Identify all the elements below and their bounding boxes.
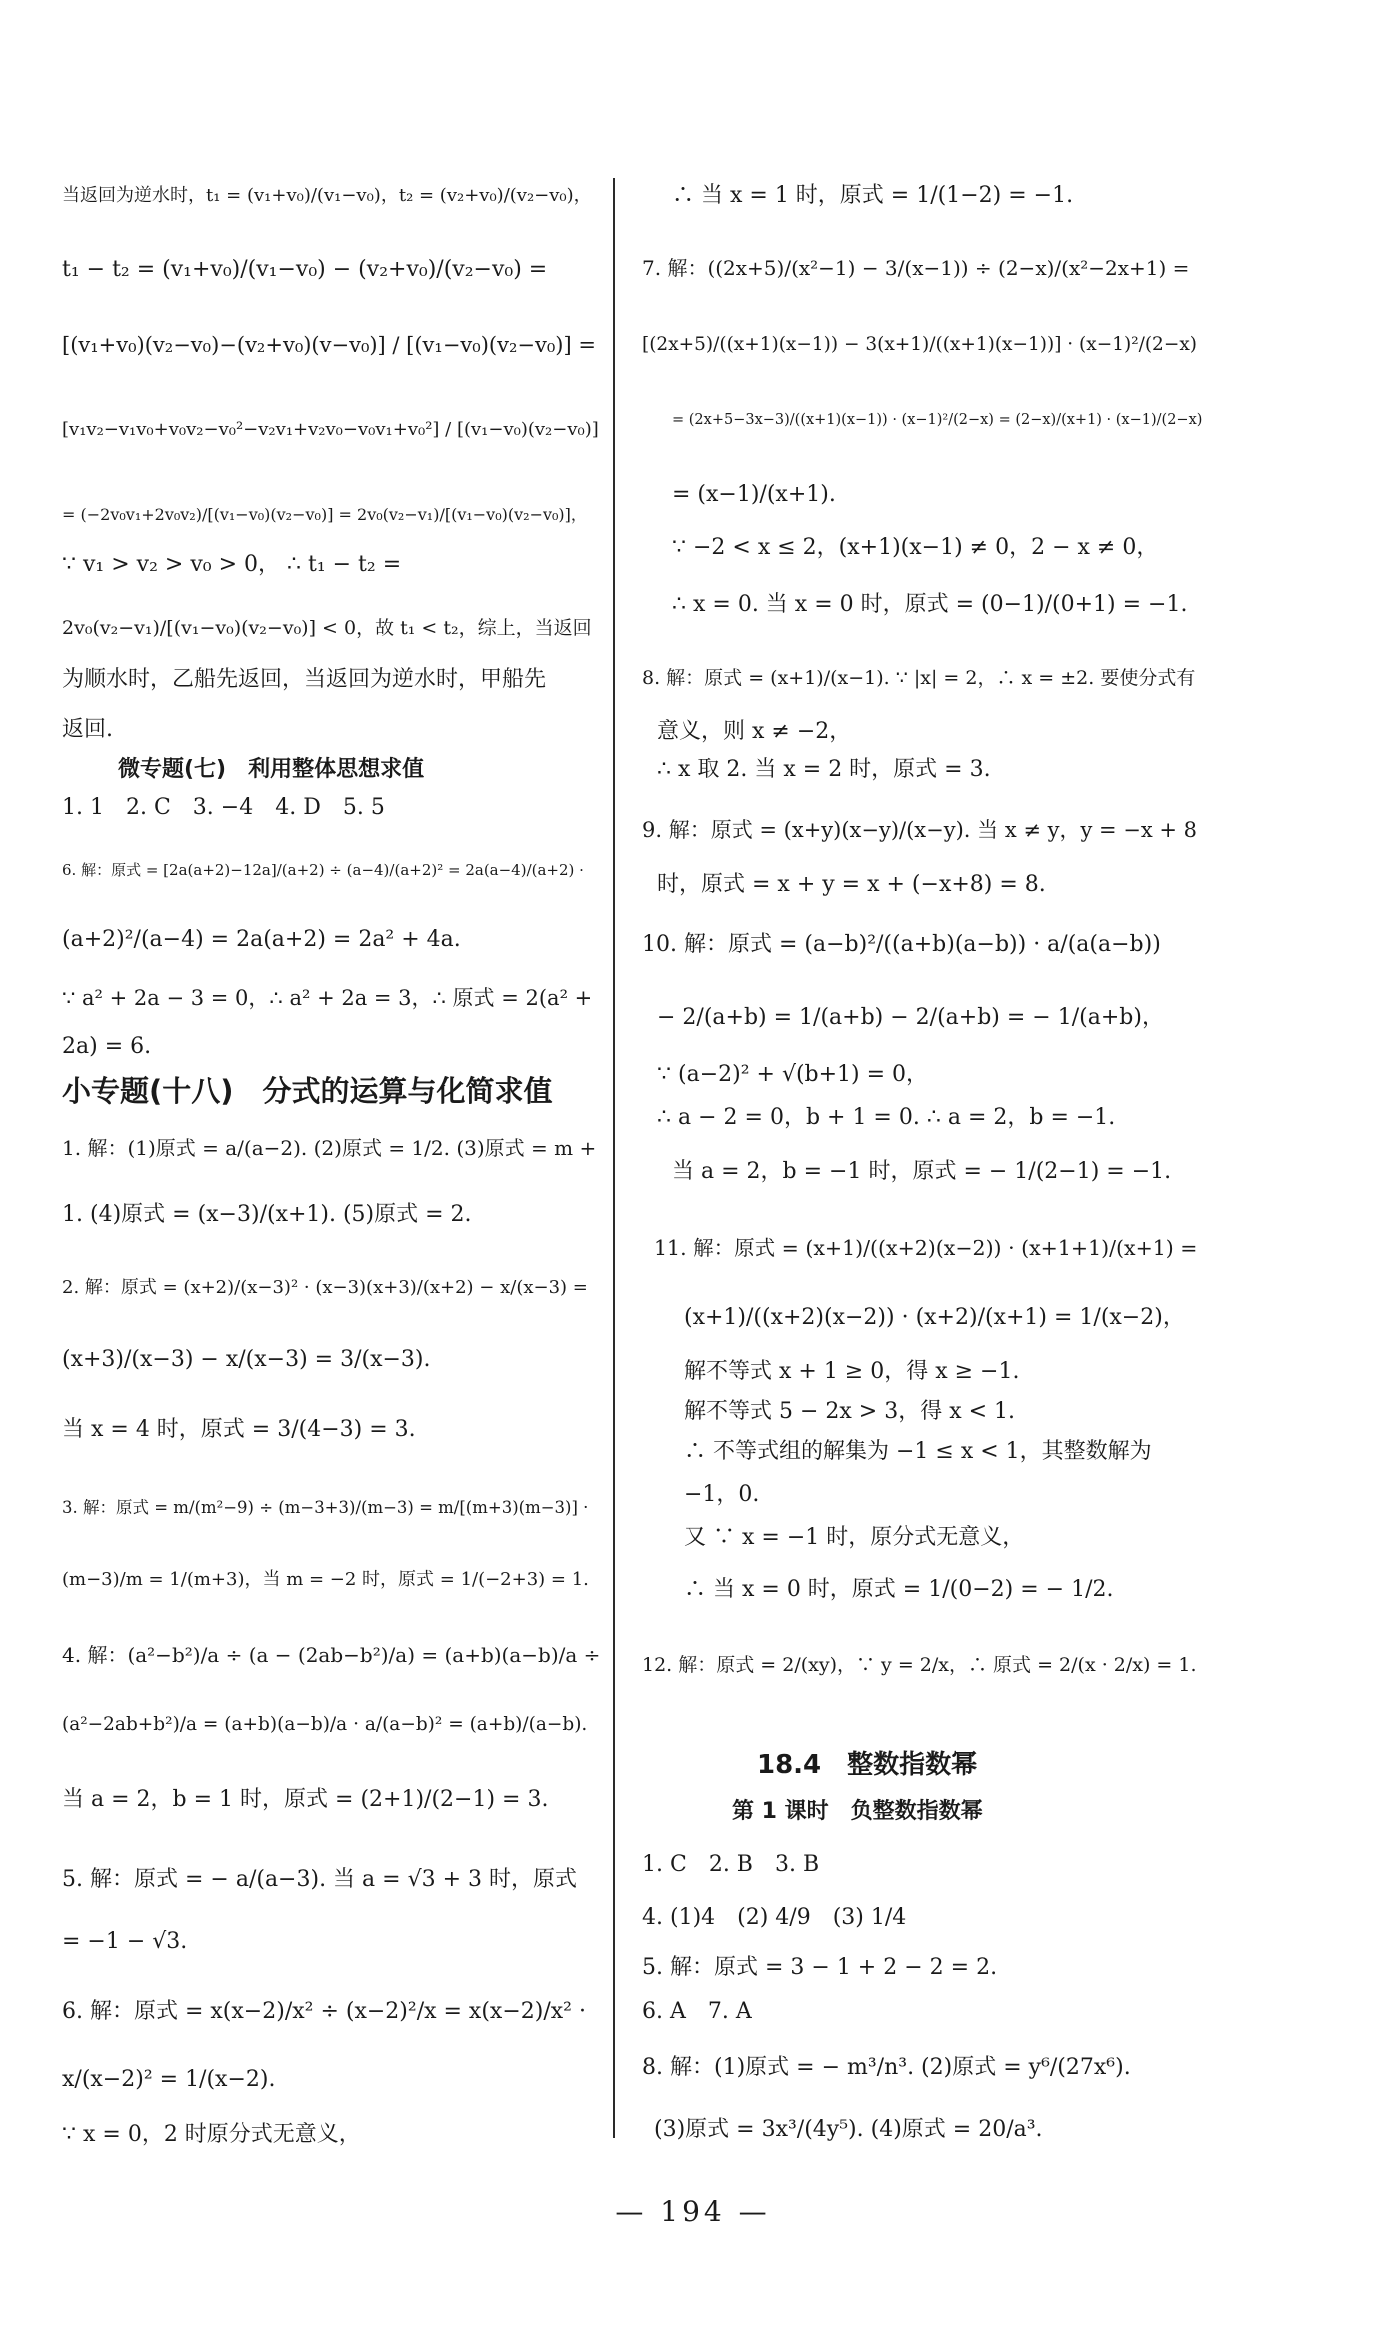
left-line: ∵ a² + 2a − 3 = 0，∴ a² + 2a = 3，∴ 原式 = 2(a² + xyxy=(62,986,593,1010)
left-line: (a²−2ab+b²)/a = (a+b)(a−b)/a · a/(a−b)² = (a+b)/(a−b). xyxy=(62,1714,588,1735)
right-line: 解不等式 5 − 2x > 3，得 x < 1. xyxy=(684,1399,1016,1424)
left-line: 6. 解：原式 = [2a(a+2)−12a]/(a+2) ÷ (a−4)/(a+2)² = 2a(a−4)/(a+2) · xyxy=(62,861,584,879)
right-section-18-4-heading: 18.4 整数指数幂 xyxy=(757,1750,978,1780)
right-line: 8. 解：原式 = (x+1)/(x−1). ∵ |x| = 2，∴ x = ±2. 要使分式有 xyxy=(642,667,1196,689)
left-line: = −1 − √3. xyxy=(62,1929,188,1954)
left-line: ∵ v₁ > v₂ > v₀ > 0， ∴ t₁ − t₂ = xyxy=(62,552,402,577)
left-line: ∵ x = 0，2 时原分式无意义， xyxy=(62,2122,361,2147)
right-line: 6. A 7. A xyxy=(642,1999,752,2024)
right-line: = (2x+5−3x−3)/((x+1)(x−1)) · (x−1)²/(2−x) = (2−x)/(x+1) · (x−1)/(2−x) xyxy=(672,412,1203,428)
left-line: = (−2v₀v₁+2v₀v₂)/[(v₁−v₀)(v₂−v₀)] = 2v₀(v₂−v₁)/[(v₁−v₀)(v₂−v₀)]， xyxy=(62,505,587,524)
right-line: (3)原式 = 3x³/(4y⁵). (4)原式 = 20/a³. xyxy=(654,2117,1043,2142)
left-line: 1. (4)原式 = (x−3)/(x+1). (5)原式 = 2. xyxy=(62,1202,472,1227)
right-line: 当 a = 2，b = −1 时，原式 = − 1/(2−1) = −1. xyxy=(672,1159,1172,1184)
left-line: [v₁v₂−v₁v₀+v₀v₂−v₀²−v₂v₁+v₂v₀−v₀v₁+v₀²] / [(v₁−v₀)(v₂−v₀)] xyxy=(62,419,599,440)
right-line: 10. 解：原式 = (a−b)²/((a+b)(a−b)) · a/(a(a−b)) xyxy=(642,932,1161,957)
right-lesson-1-heading: 第 1 课时 负整数指数幂 xyxy=(732,1799,983,1824)
right-line: 4. (1)4 (2) 4/9 (3) 1/4 xyxy=(642,1905,907,1930)
column-divider xyxy=(613,178,615,2138)
right-line: [(2x+5)/((x+1)(x−1)) − 3(x+1)/((x+1)(x−1))] · (x−1)²/(2−x) xyxy=(642,334,1197,355)
right-line: ∴ 当 x = 1 时，原式 = 1/(1−2) = −1. xyxy=(672,183,1074,208)
right-line: 时，原式 = x + y = x + (−x+8) = 8. xyxy=(657,872,1046,897)
right-line: 解不等式 x + 1 ≥ 0，得 x ≥ −1. xyxy=(684,1359,1020,1384)
left-line: 当返回为逆水时，t₁ = (v₁+v₀)/(v₁−v₀)，t₂ = (v₂+v₀)/(v₂−v₀)， xyxy=(62,185,592,206)
right-line: 8. 解：(1)原式 = − m³/n³. (2)原式 = y⁶/(27x⁶). xyxy=(642,2055,1131,2080)
right-line: 5. 解：原式 = 3 − 1 + 2 − 2 = 2. xyxy=(642,1955,998,1980)
right-line: 7. 解：((2x+5)/(x²−1) − 3/(x−1)) ÷ (2−x)/(x²−2x+1) = xyxy=(642,256,1190,280)
left-line: (x+3)/(x−3) − x/(x−3) = 3/(x−3). xyxy=(62,1347,431,1372)
left-line: 6. 解：原式 = x(x−2)/x² ÷ (x−2)²/x = x(x−2)/x² · xyxy=(62,1999,586,2024)
right-line: − 2/(a+b) = 1/(a+b) − 2/(a+b) = − 1/(a+b)， xyxy=(657,1005,1164,1030)
right-line: 1. C 2. B 3. B xyxy=(642,1852,820,1877)
right-line: ∵ −2 < x ≤ 2，(x+1)(x−1) ≠ 0，2 − x ≠ 0， xyxy=(672,535,1159,560)
right-line: 9. 解：原式 = (x+y)(x−y)/(x−y). 当 x ≠ y，y = −x + 8 xyxy=(642,818,1198,842)
page-number: — 194 — xyxy=(615,2195,771,2228)
left-line: 2v₀(v₂−v₁)/[(v₁−v₀)(v₂−v₀)] < 0，故 t₁ < t₂，综上，当返回 xyxy=(62,617,592,639)
left-line: 当 x = 4 时，原式 = 3/(4−3) = 3. xyxy=(62,1417,416,1442)
right-line: = (x−1)/(x+1). xyxy=(672,482,836,507)
right-line: ∵ (a−2)² + √(b+1) = 0， xyxy=(657,1062,929,1087)
right-line: 11. 解：原式 = (x+1)/((x+2)(x−2)) · (x+1+1)/(x+1) = xyxy=(654,1236,1198,1260)
right-line: 12. 解：原式 = 2/(xy)，∵ y = 2/x，∴ 原式 = 2/(x · 2/x) = 1. xyxy=(642,1654,1197,1676)
left-line: 2. 解：原式 = (x+2)/(x−3)² · (x−3)(x+3)/(x+2) − x/(x−3) = xyxy=(62,1277,588,1298)
left-line: [(v₁+v₀)(v₂−v₀)−(v₂+v₀)(v−v₀)] / [(v₁−v₀)(v₂−v₀)] = xyxy=(62,333,596,357)
left-micro-topic-7-heading: 微专题(七) 利用整体思想求值 xyxy=(118,757,425,782)
right-line: ∴ a − 2 = 0，b + 1 = 0. ∴ a = 2，b = −1. xyxy=(657,1105,1116,1130)
right-line: (x+1)/((x+2)(x−2)) · (x+2)/(x+1) = 1/(x−2)， xyxy=(684,1305,1185,1330)
left-line: 为顺水时，乙船先返回，当返回为逆水时，甲船先 xyxy=(62,667,547,692)
left-line: 2a) = 6. xyxy=(62,1034,152,1059)
right-line: 又 ∵ x = −1 时，原分式无意义， xyxy=(684,1525,1025,1550)
left-line: (m−3)/m = 1/(m+3)，当 m = −2 时，原式 = 1/(−2+3) = 1. xyxy=(62,1569,589,1590)
left-line: 3. 解：原式 = m/(m²−9) ÷ (m−3+3)/(m−3) = m/[(m+3)(m−3)] · xyxy=(62,1498,589,1517)
right-line: ∴ x = 0. 当 x = 0 时，原式 = (0−1)/(0+1) = −1. xyxy=(672,592,1188,617)
left-small-topic-18-heading: 小专题(十八) 分式的运算与化简求值 xyxy=(62,1074,553,1108)
left-line: (a+2)²/(a−4) = 2a(a+2) = 2a² + 4a. xyxy=(62,927,461,952)
right-line: 意义，则 x ≠ −2， xyxy=(657,719,852,744)
left-line: 4. 解：(a²−b²)/a ÷ (a − (2ab−b²)/a) = (a+b)(a−b)/a ÷ xyxy=(62,1643,601,1667)
left-line: t₁ − t₂ = (v₁+v₀)/(v₁−v₀) − (v₂+v₀)/(v₂−v₀) = xyxy=(62,257,548,282)
left-line: x/(x−2)² = 1/(x−2). xyxy=(62,2067,276,2092)
right-line: −1，0. xyxy=(684,1482,760,1507)
left-line: 5. 解：原式 = − a/(a−3). 当 a = √3 + 3 时，原式 xyxy=(62,1867,578,1892)
left-line: 1. 解：(1)原式 = a/(a−2). (2)原式 = 1/2. (3)原式 = m + xyxy=(62,1136,597,1160)
right-line: ∴ x 取 2. 当 x = 2 时，原式 = 3. xyxy=(657,757,991,782)
right-line: ∴ 不等式组的解集为 −1 ≤ x < 1，其整数解为 xyxy=(684,1439,1152,1464)
left-line: 当 a = 2，b = 1 时，原式 = (2+1)/(2−1) = 3. xyxy=(62,1787,549,1812)
right-line: ∴ 当 x = 0 时，原式 = 1/(0−2) = − 1/2. xyxy=(684,1577,1114,1602)
left-line: 返回. xyxy=(62,717,113,742)
left-line: 1. 1 2. C 3. −4 4. D 5. 5 xyxy=(62,795,385,820)
